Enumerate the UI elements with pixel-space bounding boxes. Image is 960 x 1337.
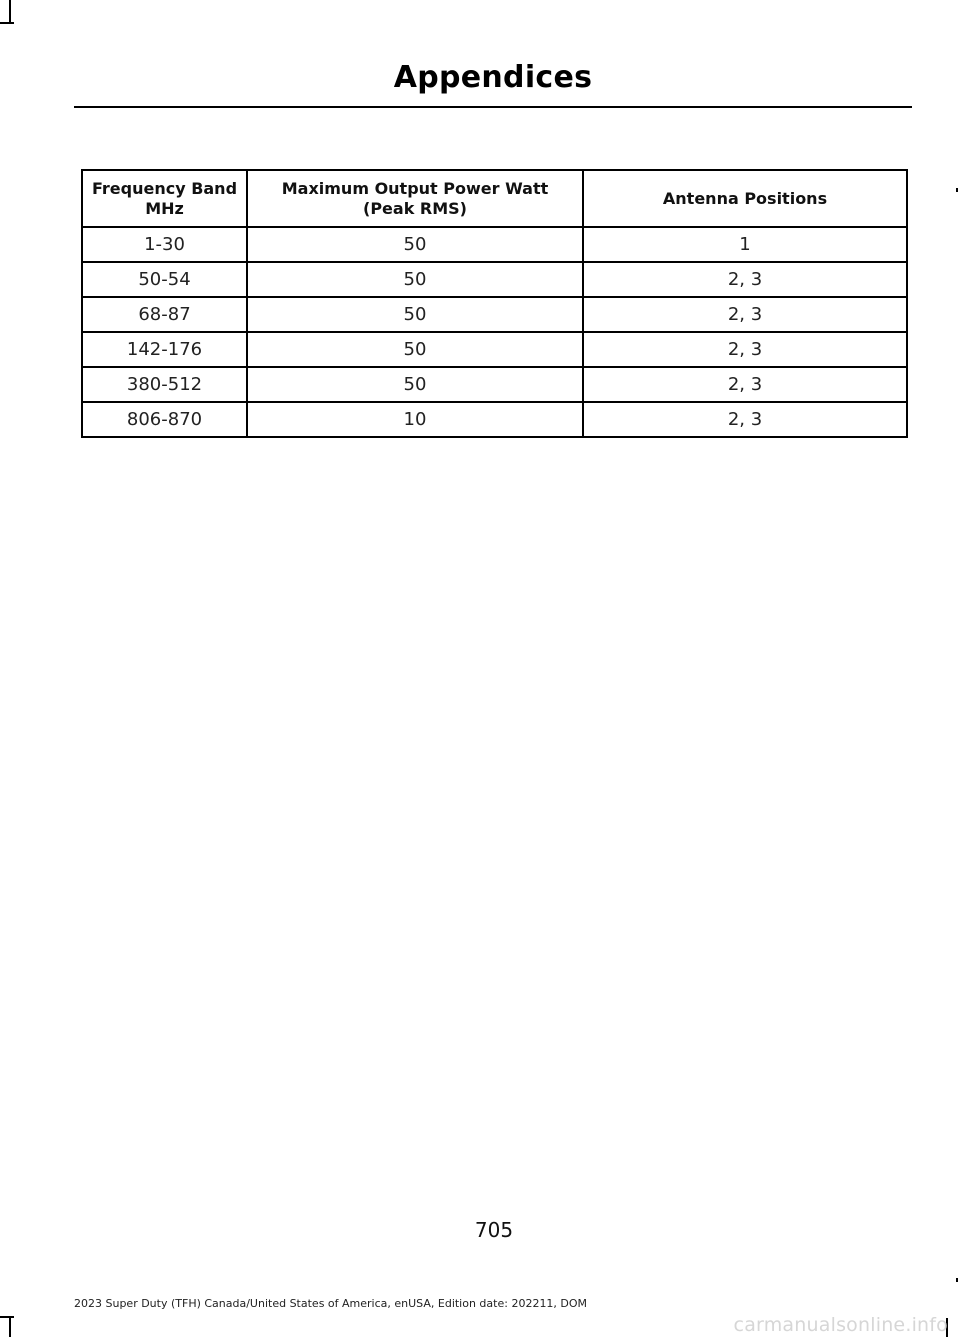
crop-mark xyxy=(0,1316,14,1318)
table-cell: 1-30 xyxy=(82,227,247,262)
crop-mark xyxy=(9,0,11,22)
column-header: Maximum Output Power Watt (Peak RMS) xyxy=(247,170,583,227)
crop-mark xyxy=(9,1318,11,1337)
table-cell: 2, 3 xyxy=(583,297,907,332)
table-cell: 2, 3 xyxy=(583,332,907,367)
crop-mark xyxy=(0,22,14,24)
table-cell: 50-54 xyxy=(82,262,247,297)
table-row xyxy=(82,262,907,297)
table-row xyxy=(82,227,907,262)
table-row xyxy=(82,297,907,332)
table-row xyxy=(82,367,907,402)
page-title: Appendices xyxy=(393,60,593,95)
table-cell: 2, 3 xyxy=(583,402,907,437)
table-cell: 50 xyxy=(247,332,583,367)
edition-note: 2023 Super Duty (TFH) Canada/United States of America, enUSA, Edition date: 202211, DOM xyxy=(74,1297,588,1310)
table-cell: 50 xyxy=(247,262,583,297)
table-cell: 1 xyxy=(583,227,907,262)
table-header-row xyxy=(82,170,907,227)
column-header: Frequency Band MHz xyxy=(82,170,247,227)
table-cell: 50 xyxy=(247,367,583,402)
table-cell: 50 xyxy=(247,297,583,332)
table-row xyxy=(82,332,907,367)
table-cell: 68-87 xyxy=(82,297,247,332)
table-row xyxy=(82,402,907,437)
watermark-text: carmanualsonline.info xyxy=(733,1314,948,1336)
column-header: Antenna Positions xyxy=(583,170,907,227)
table-cell: 10 xyxy=(247,402,583,437)
table-cell: 806-870 xyxy=(82,402,247,437)
crop-mark xyxy=(956,1278,958,1282)
frequency-spec-table xyxy=(81,169,908,438)
page-number: 705 xyxy=(474,1218,514,1242)
table-cell: 142-176 xyxy=(82,332,247,367)
table-cell: 50 xyxy=(247,227,583,262)
table-cell: 2, 3 xyxy=(583,367,907,402)
table-cell: 2, 3 xyxy=(583,262,907,297)
crop-mark xyxy=(956,188,958,192)
table-cell: 380-512 xyxy=(82,367,247,402)
title-divider xyxy=(74,106,912,108)
